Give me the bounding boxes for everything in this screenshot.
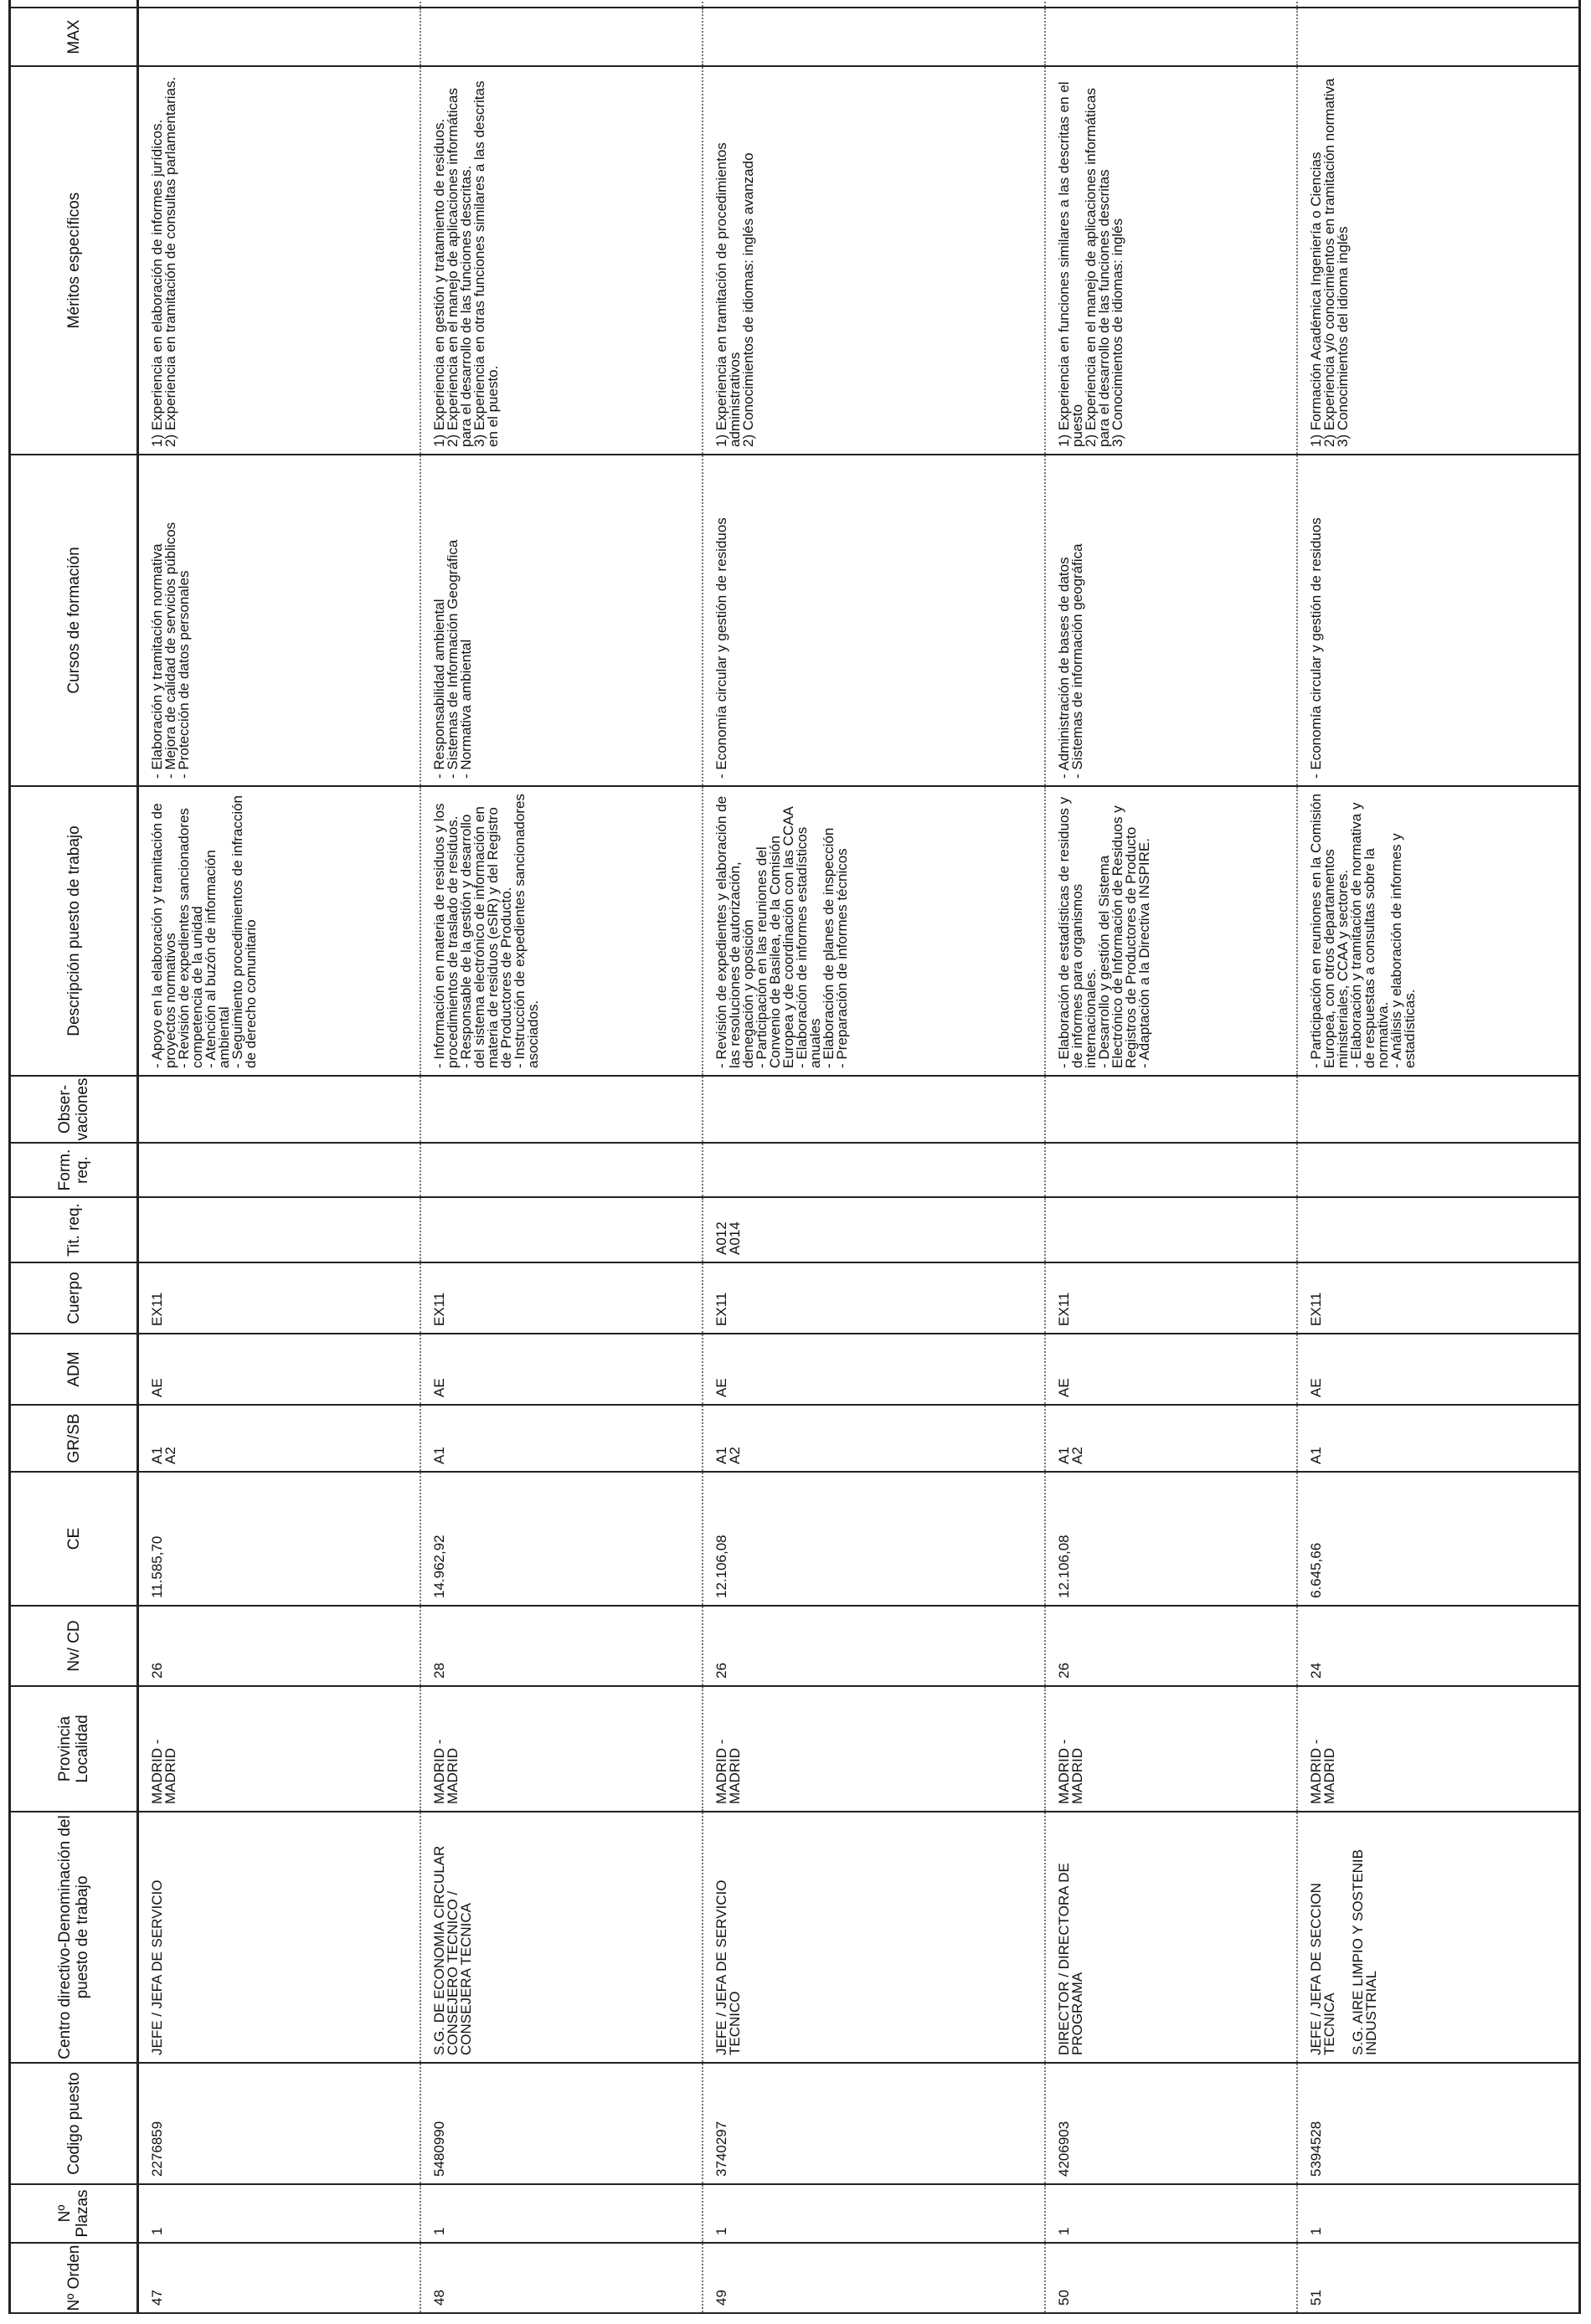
cell-ce: 12.106,08 [703, 1472, 1045, 1606]
cell-formacion [420, 1143, 703, 1197]
cell-descripcion: - Elaboración de estadísticas de residuos y de informes para organismos internacionales. - Desarrollo y gestión del Sistema Electrónico de Información de Residuos y Registros de Productores de Producto - Adaptación a la Directiva INSPIRE. [1045, 786, 1297, 1076]
cell-observaciones [1297, 1076, 1580, 1143]
cell-observaciones [138, 1076, 421, 1143]
cell-orden: 51 [1297, 2243, 1580, 2313]
cell-grupo: A1 A2 [1045, 1405, 1297, 1472]
centro-puesto: JEFE / JEFA DE SERVICIO TECNICO [713, 1879, 744, 2055]
cell-cuerpo: EX11 [138, 1262, 421, 1334]
cell-orden: 47 [138, 2243, 421, 2313]
header-grupo: GR/SB [10, 1405, 138, 1472]
cell-plazas: 1 [420, 2184, 703, 2243]
cell-adm: AE [420, 1334, 703, 1405]
cell-adm: AE [703, 1334, 1045, 1405]
cell-grupo: A1 A2 [138, 1405, 421, 1472]
table-row [138, 0, 421, 2313]
cell-descripcion: - Apoyo en la elaboración y tramitación de proyectos normativos - Revisión de expedientes sancionadores competencia de la unidad - Atención al buzón de información ambiental - Seguimiento procedimientos de infracción de derecho comunitario [138, 786, 421, 1076]
cell-titulacion: A012 A014 [703, 1197, 1045, 1262]
header-cuerpo: Cuerpo [10, 1262, 138, 1334]
centro-puesto: DIRECTOR / DIRECTORA DE PROGRAMA [1055, 1863, 1085, 2055]
cell-ce: 11.585,70 [138, 1472, 421, 1606]
cell-me [138, 0, 421, 8]
header-descripcion: Descripción puesto de trabajo [10, 786, 138, 1076]
cell-max [420, 8, 703, 66]
cell-provincia: MADRID - MADRID [1297, 1686, 1580, 1812]
cell-centro [138, 1812, 421, 2063]
cell-plazas: 1 [138, 2184, 421, 2243]
header-cursos: Cursos de formación [10, 455, 138, 786]
cell-max [1297, 8, 1580, 66]
cell-cursos: - Elaboración y tramitación normativa - Mejora de calidad de servicios públicos - Protección de datos personales [138, 455, 421, 786]
cell-formacion [703, 1143, 1045, 1197]
cell-nivel: 24 [1297, 1606, 1580, 1686]
table-row [420, 0, 703, 2313]
cell-codigo: 5394528 [1297, 2063, 1580, 2184]
cell-cuerpo: EX11 [420, 1262, 703, 1334]
cell-codigo: 3740297 [703, 2063, 1045, 2184]
cell-me [1045, 0, 1297, 8]
cell-ce: 12.106,08 [1045, 1472, 1297, 1606]
cell-orden: 50 [1045, 2243, 1297, 2313]
header-plazas: Nº Plazas [10, 2184, 138, 2243]
centro-puesto: CONSEJERO TECNICO / CONSEJERA TECNICA [445, 1890, 475, 2055]
cell-nivel: 26 [138, 1606, 421, 1686]
cell-orden: 49 [703, 2243, 1045, 2313]
cell-ce: 6.645,66 [1297, 1472, 1580, 1606]
cell-nivel: 28 [420, 1606, 703, 1686]
cell-plazas: 1 [703, 2184, 1045, 2243]
cell-observaciones [703, 1076, 1045, 1143]
cell-formacion [1045, 1143, 1297, 1197]
cell-max [703, 8, 1045, 66]
centro-puesto: JEFE / JEFA DE SERVICIO [149, 1879, 165, 2055]
header-nivel: Nv/ CD [10, 1606, 138, 1686]
cell-codigo: 2276859 [138, 2063, 421, 2184]
vacancy-table [8, 0, 1581, 2314]
cell-titulacion [1045, 1197, 1297, 1262]
cell-adm: AE [138, 1334, 421, 1405]
cell-plazas: 1 [1297, 2184, 1580, 2243]
centro-pre: S.G. DE ECONOMIA CIRCULAR [431, 1845, 448, 2055]
header-orden: Nº Orden [10, 2243, 138, 2313]
header-centro: Centro directivo-Denominación del puesto de trabajo [10, 1812, 138, 2063]
cell-provincia: MADRID - MADRID [1045, 1686, 1297, 1812]
cell-ce: 14.962,92 [420, 1472, 703, 1606]
cell-grupo: A1 A2 [703, 1405, 1045, 1472]
table-row [1297, 0, 1580, 2313]
cell-me [1297, 0, 1580, 8]
cell-nivel: 26 [703, 1606, 1045, 1686]
header-row [10, 0, 138, 2313]
cell-centro [420, 1812, 703, 2063]
header-titulacion: Tit. req. [10, 1197, 138, 1262]
cell-adm: AE [1045, 1334, 1297, 1405]
header-observaciones: Obser-vaciones [10, 1076, 138, 1143]
cell-plazas: 1 [1045, 2184, 1297, 2243]
cell-nivel: 26 [1045, 1606, 1297, 1686]
cell-titulacion [138, 1197, 421, 1262]
cell-cursos: - Administración de bases de datos - Sistemas de información geográfica [1045, 455, 1297, 786]
cell-cursos: - Economía circular y gestión de residuos [703, 455, 1045, 786]
cell-meritos: 1) Experiencia en elaboración de informes jurídicos. 2) Experiencia en tramitación de consultas parlamentarias. [138, 66, 421, 455]
cell-cursos: - Responsabilidad ambiental - Sistemas de Información Geográfica - Normativa ambiental [420, 455, 703, 786]
centro-puesto: JEFE / JEFA DE SECCION TECNICA [1307, 1883, 1337, 2055]
cell-titulacion [420, 1197, 703, 1262]
cell-grupo: A1 [420, 1405, 703, 1472]
cell-max [1045, 8, 1297, 66]
header-adm: ADM [10, 1334, 138, 1405]
centro-post: S.G. AIRE LIMPIO Y SOSTENIB INDUSTRIAL [1349, 1849, 1379, 2055]
table-row [703, 0, 1045, 2313]
cell-titulacion [1297, 1197, 1580, 1262]
cell-meritos: 1) Experiencia en gestión y tratamiento de residuos. 2) Experiencia en el manejo de aplicaciones informáticas para el desarrollo de las funciones descritas. 3) Experiencia en otras funciones similares a las descritas en el puesto. [420, 66, 703, 455]
cell-descripcion: - Información en materia de residuos y los procedimientos de traslado de residuos. - Responsable de la gestión y desarrollo del sistema electrónico de información en materia de residuos (eSIR) y del Registro de Productores de Producto. - Instrucción de expedientes sancionadores asociados. [420, 786, 703, 1076]
header-provincia: Provincia Localidad [10, 1686, 138, 1812]
cell-provincia: MADRID - MADRID [138, 1686, 421, 1812]
cell-cursos: - Economía circular y gestión de residuos [1297, 455, 1580, 786]
cell-observaciones [1045, 1076, 1297, 1143]
cell-provincia: MADRID - MADRID [420, 1686, 703, 1812]
cell-meritos: 1) Experiencia en funciones similares a las descritas en el puesto 2) Experiencia en el manejo de aplicaciones informáticas para el desarrollo de las funciones descritas 3) Conocimientos de idiomas: inglés [1045, 66, 1297, 455]
cell-orden: 48 [420, 2243, 703, 2313]
cell-descripcion: - Participación en reuniones en la Comisión Europea, con otros departamentos ministeriales, CCAA y sectores. - Elaboración y tramitación de normativa y de respuestas a consultas sobre la normativa. - Análisis y elaboración de informes y estadísticas. [1297, 786, 1580, 1076]
cell-cuerpo: EX11 [1045, 1262, 1297, 1334]
cell-adm: AE [1297, 1334, 1580, 1405]
cell-cuerpo: EX11 [703, 1262, 1045, 1334]
cell-centro [1297, 1812, 1580, 2063]
header-ce: CE [10, 1472, 138, 1606]
cell-formacion [1297, 1143, 1580, 1197]
header-formacion: Form. req. [10, 1143, 138, 1197]
cell-me [703, 0, 1045, 8]
cell-grupo: A1 [1297, 1405, 1580, 1472]
cell-meritos: 1) Experiencia en tramitación de procedimientos administrativos 2) Conocimientos de idiomas: inglés avanzado [703, 66, 1045, 455]
cell-centro [1045, 1812, 1297, 2063]
header-meritos: Méritos específicos [10, 66, 138, 455]
header-max: MAX [10, 8, 138, 66]
cell-meritos: 1) Formación Académica Ingeniería o Ciencias 2) Experiencia y/o conocimientos en tramitación normativa 3) Conocimientos del idioma inglés [1297, 66, 1580, 455]
cell-centro [703, 1812, 1045, 2063]
cell-cuerpo: EX11 [1297, 1262, 1580, 1334]
header-me [10, 0, 138, 8]
cell-observaciones [420, 1076, 703, 1143]
cell-descripcion: - Revisión de expedientes y elaboración de las resoluciones de autorización, denegación y oposición - Participación en las reuniones del Convenio de Basilea, de la Comisión Europea y de coordinación con las CCAA - Elaboración de informes estadísticos anuales - Elaboración de planes de inspección - Preparación de informes técnicos [703, 786, 1045, 1076]
cell-codigo: 4206903 [1045, 2063, 1297, 2184]
header-codigo: Codigo puesto [10, 2063, 138, 2184]
cell-formacion [138, 1143, 421, 1197]
cell-me [420, 0, 703, 8]
cell-codigo: 5480990 [420, 2063, 703, 2184]
cell-provincia: MADRID - MADRID [703, 1686, 1045, 1812]
table-row [1045, 0, 1297, 2313]
cell-max [138, 8, 421, 66]
